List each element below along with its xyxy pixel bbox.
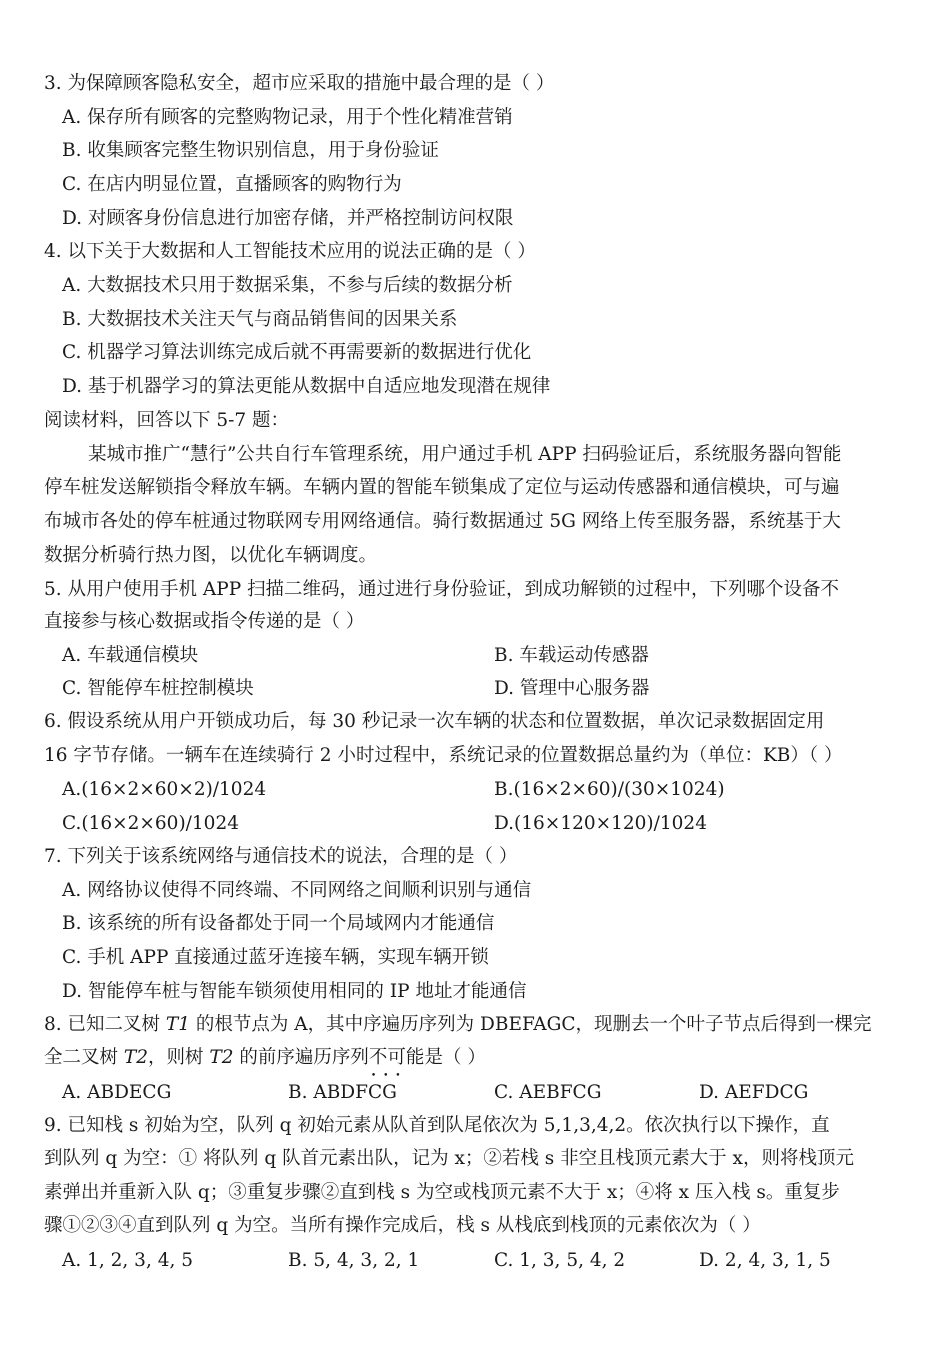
question-6-stem-line-1: 6. 假设系统从用户开锁成功后，每 30 秒记录一次车辆的状态和位置数据，单次记录数据固定用 (44, 711, 825, 732)
tree-name-t2: T2 (209, 1047, 234, 1068)
question-9-stem-line-4: 骤①②③④直到队列 q 为空。当所有操作完成后，栈 s 从栈底到栈顶的元素依次为（ ） (44, 1215, 761, 1236)
question-5-option-b: B. 车载运动传感器 (494, 645, 649, 666)
reading-paragraph-line-1: 某城市推广“慧行”公共自行车管理系统，用户通过手机 APP 扫码验证后，系统服务器向智能 (88, 444, 842, 465)
question-9-stem-line-3: 素弹出并重新入队 q；③重复步骤②直到栈 s 为空或栈顶元素不大于 x；④将 x 压入栈 s。重复步 (44, 1182, 840, 1203)
question-4-option-b: B. 大数据技术关注天气与商品销售间的因果关系 (62, 309, 458, 330)
reading-paragraph-line-4: 数据分析骑行热力图，以优化车辆调度。 (44, 545, 378, 566)
emphasis-not-possible: 不可能 • • • (369, 1047, 425, 1068)
question-6-stem-line-2: 16 字节存储。一辆车在连续骑行 2 小时过程中，系统记录的位置数据总量约为（单位：KB）（ ） (44, 745, 843, 766)
question-7-stem: 7. 下列关于该系统网络与通信技术的说法，合理的是（ ） (44, 846, 518, 867)
question-6-options-row-2 (62, 812, 916, 836)
tree-name-t2: T2 (123, 1047, 149, 1068)
question-3-option-b: B. 收集顾客完整生物识别信息，用于身份验证 (62, 140, 439, 161)
question-8-option-c: C. AEBFCG (494, 1082, 602, 1103)
reading-paragraph-line-3: 布城市各处的停车桩通过物联网专用网络通信。骑行数据通过 5G 网络上传至服务器，系统基于大 (44, 511, 841, 532)
question-7-option-a: A. 网络协议使得不同终端、不同网络之间顺利识别与通信 (62, 880, 532, 901)
tree-name-t1: T1 (165, 1014, 191, 1035)
question-8-text: ，则树 (148, 1047, 210, 1068)
question-8-text: 的根节点为 A，其中序遍历序列为 DBEFAGC，现删去一个叶子节点后得到一棵完 (190, 1014, 872, 1035)
question-5-options-row-1 (62, 644, 916, 668)
question-7-option-d: D. 智能停车桩与智能车锁须使用相同的 IP 地址才能通信 (62, 981, 527, 1002)
question-4-stem: 4. 以下关于大数据和人工智能技术应用的说法正确的是（ ） (44, 241, 536, 262)
question-8-option-b: B. ABDFCG (288, 1082, 397, 1103)
question-6-options-row-1 (62, 778, 916, 802)
question-3-option-c: C. 在店内明显位置，直播顾客的购物行为 (62, 174, 402, 195)
question-3-option-d: D. 对顾客身份信息进行加密存储，并严格控制访问权限 (62, 208, 514, 229)
question-7-option-c: C. 手机 APP 直接通过蓝牙连接车辆，实现车辆开锁 (62, 947, 489, 968)
question-6-option-b: B.(16×2×60)/(30×1024) (494, 779, 725, 800)
question-5-options-row-2 (62, 677, 916, 701)
question-3-stem: 3. 为保障顾客隐私安全，超市应采取的措施中最合理的是（ ） (44, 73, 555, 94)
reading-intro: 阅读材料，回答以下 5-7 题： (44, 410, 290, 431)
question-5-stem-line-2: 直接参与核心数据或指令传递的是（ ） (44, 611, 365, 632)
question-4-option-c: C. 机器学习算法训练完成后就不再需要新的数据进行优化 (62, 342, 532, 363)
question-8-option-d: D. AEFDCG (699, 1082, 809, 1103)
question-4-option-a: A. 大数据技术只用于数据采集，不参与后续的数据分析 (62, 275, 513, 296)
question-9-stem-line-2: 到队列 q 为空：① 将队列 q 队首元素出队，记为 x；②若栈 s 非空且栈顶元素大于 x，则将栈顶元 (44, 1148, 854, 1169)
question-8-text: 的前序遍历序列 (233, 1047, 369, 1068)
question-5-option-a: A. 车载通信模块 (62, 645, 199, 666)
question-6-option-d: D.(16×120×120)/1024 (494, 813, 707, 834)
question-8-text: 全二叉树 (44, 1047, 124, 1068)
question-9-option-a: A. 1, 2, 3, 4, 5 (62, 1250, 194, 1271)
reading-paragraph-line-2: 停车桩发送解锁指令释放车辆。车辆内置的智能车锁集成了定位与运动传感器和通信模块，可与遍 (44, 477, 840, 498)
question-7-option-b: B. 该系统的所有设备都处于同一个局域网内才能通信 (62, 913, 495, 934)
question-9-option-c: C. 1, 3, 5, 4, 2 (494, 1250, 626, 1271)
question-8-text: 是（ ） (424, 1047, 486, 1068)
question-5-option-d: D. 管理中心服务器 (494, 678, 650, 699)
question-4-option-d: D. 基于机器学习的算法更能从数据中自适应地发现潜在规律 (62, 376, 551, 397)
question-8-option-a: A. ABDECG (62, 1082, 172, 1103)
question-8-text: 8. 已知二叉树 (44, 1014, 166, 1035)
question-8-stem-line-1 (44, 1013, 916, 1037)
question-6-option-a: A.(16×2×60×2)/1024 (62, 779, 267, 800)
question-8-stem-line-2 (44, 1046, 916, 1070)
question-3-option-a: A. 保存所有顾客的完整购物记录，用于个性化精准营销 (62, 107, 513, 128)
question-9-stem-line-1: 9. 已知栈 s 初始为空，队列 q 初始元素从队首到队尾依次为 5,1,3,4,2。依次执行以下操作，直 (44, 1115, 830, 1136)
question-6-option-c: C.(16×2×60)/1024 (62, 813, 239, 834)
question-5-stem-line-1: 5. 从用户使用手机 APP 扫描二维码，通过进行身份验证，到成功解锁的过程中，下列哪个设备不 (44, 579, 840, 600)
question-9-option-d: D. 2, 4, 3, 1, 5 (699, 1250, 831, 1271)
question-9-option-b: B. 5, 4, 3, 2, 1 (288, 1250, 420, 1271)
question-5-option-c: C. 智能停车桩控制模块 (62, 678, 254, 699)
